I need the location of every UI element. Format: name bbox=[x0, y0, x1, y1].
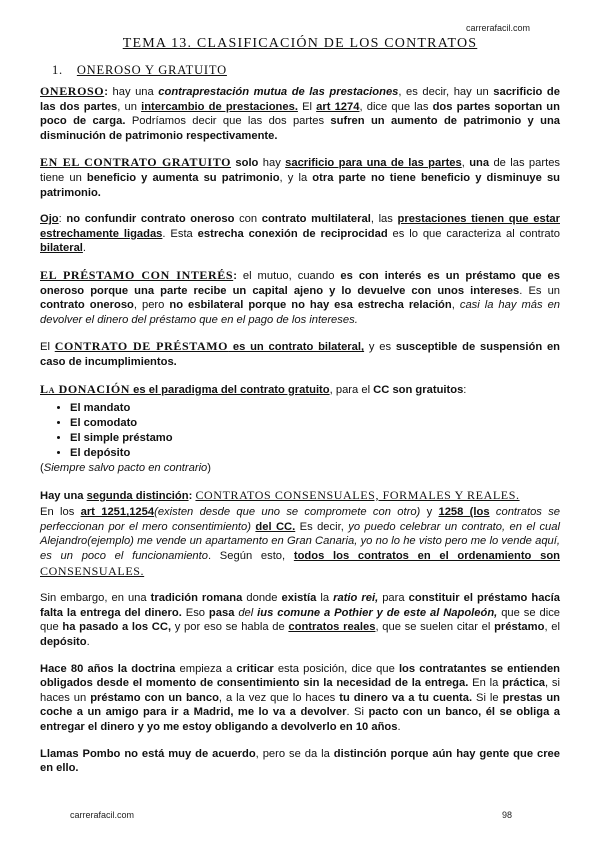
text-fragment: prestaciones tienen que estar estrechamente ligadas bbox=[40, 213, 560, 240]
text-fragment: En la bbox=[468, 677, 503, 690]
document-body bbox=[40, 84, 560, 788]
text-fragment: de las partes tiene un bbox=[40, 157, 561, 184]
term-contrato-prestamo: CONTRATO DE PRÉSTAMO bbox=[54, 339, 229, 354]
text-fragment: , bbox=[451, 299, 460, 312]
text-fragment: , el bbox=[544, 621, 560, 634]
text-fragment: , que se suelen citar el bbox=[375, 621, 495, 634]
text-fragment: : bbox=[233, 269, 237, 282]
text-fragment: yo puedo celebrar un contrato, en el cual Alejandro(ejemplo) me vende un apartamento en Gran Canaria, yo no lo he visto pero me lo vende aquí, es un poco el funcionamiento bbox=[40, 520, 560, 563]
text-fragment: y es bbox=[364, 341, 396, 354]
text-fragment: . bbox=[397, 721, 401, 733]
text-fragment: CC son gratuitos bbox=[373, 383, 464, 396]
term-ojo: Ojo bbox=[40, 213, 59, 226]
text-fragment: contraprestación mutua de las prestaciones bbox=[158, 86, 399, 98]
text-fragment: tradición romana bbox=[150, 592, 243, 605]
text-fragment: ha pasado a los CC, bbox=[62, 621, 172, 634]
text-fragment: empieza a bbox=[175, 662, 237, 675]
text-fragment: hay bbox=[258, 157, 286, 170]
text-fragment: préstamo con un banco bbox=[90, 691, 219, 704]
text-fragment: contratos reales bbox=[288, 621, 376, 634]
text-fragment: que se dice que bbox=[40, 606, 561, 634]
term-oneroso: ONEROSO bbox=[40, 84, 105, 98]
text-fragment: con bbox=[234, 213, 262, 226]
text-fragment: : bbox=[463, 383, 467, 396]
text-fragment: donde bbox=[242, 592, 282, 605]
text-fragment: otra parte no tiene beneficio y disminuye su patrimonio. bbox=[40, 171, 561, 199]
text-fragment: tu dinero va a tu cuenta. bbox=[339, 691, 473, 704]
text-fragment: , si haces un bbox=[40, 677, 561, 704]
text-fragment: casi la hay más en devolver el dinero del préstamo que en el pago de los intereses. bbox=[40, 299, 561, 326]
text-fragment: es el paradigma del contrato gratuito bbox=[130, 383, 330, 396]
header-site-label: carrerafacil.com bbox=[465, 23, 530, 33]
text-fragment: sacrificio de las dos partes bbox=[40, 86, 560, 113]
term-donacion: La DONACIÓN bbox=[40, 381, 131, 396]
text-fragment: , es decir, hay un bbox=[398, 86, 494, 98]
text-fragment: , y la bbox=[279, 171, 313, 184]
text-fragment: , un bbox=[117, 100, 142, 113]
text-fragment: no confundir contrato oneroso bbox=[66, 213, 235, 226]
text-fragment: existía bbox=[281, 592, 317, 605]
text-fragment: Si le bbox=[472, 691, 503, 704]
section-title: ONEROSO Y GRATUITO bbox=[76, 63, 227, 77]
text-fragment: ratio rei, bbox=[333, 592, 379, 605]
text-fragment: dos partes soportan un poco de carga. bbox=[40, 100, 560, 128]
text-fragment: del bbox=[234, 606, 258, 619]
text-fragment: distinción porque aún hay gente que cree en ello. bbox=[40, 747, 560, 775]
text-fragment: esta posición, dice que bbox=[273, 662, 399, 675]
list-item: • El depósito bbox=[70, 446, 560, 461]
text-fragment: susceptible de suspensión en caso de incumplimientos. bbox=[40, 341, 561, 368]
text-fragment: contrato oneroso bbox=[40, 299, 134, 312]
text-fragment: bilateral bbox=[40, 242, 83, 255]
gratuitous-contracts-list bbox=[48, 401, 560, 461]
text-fragment: ) bbox=[207, 462, 212, 475]
text-fragment: . bbox=[82, 242, 87, 255]
text-fragment: beneficio y aumenta su patrimonio bbox=[86, 171, 280, 184]
text-fragment: sufren un aumento de patrimonio y una disminución de patrimonio respectivamente. bbox=[40, 115, 561, 142]
text-fragment: ius comune a Pothier y de este al Napoleón, bbox=[257, 606, 498, 619]
text-fragment: Podríamos decir que las dos partes bbox=[125, 115, 331, 128]
text-fragment: . Es un bbox=[519, 284, 561, 297]
list-item: • El simple préstamo bbox=[70, 431, 560, 446]
text-fragment: los contratantes se entienden obligados desde el momento de consentimiento sin la necesidad de la entrega. bbox=[40, 662, 560, 690]
text-fragment: estrecha conexión de reciprocidad bbox=[197, 227, 388, 240]
list-note bbox=[40, 461, 560, 476]
text-fragment: . Si bbox=[346, 706, 369, 719]
text-fragment: Hace 80 años la doctrina bbox=[40, 662, 176, 675]
paragraph-ojo bbox=[40, 212, 560, 256]
text-fragment: . Esta bbox=[162, 227, 198, 240]
text-fragment: intercambio de prestaciones. bbox=[141, 100, 298, 113]
paragraph-oneroso bbox=[40, 84, 560, 143]
paragraph-doctrina bbox=[40, 662, 560, 735]
text-fragment: : bbox=[58, 213, 67, 226]
text-fragment: y por eso se habla de bbox=[171, 621, 289, 634]
paragraph-consensuales bbox=[40, 505, 560, 579]
paragraph-contrato-prestamo bbox=[40, 339, 560, 369]
text-fragment: En los bbox=[40, 506, 81, 519]
text-fragment: : bbox=[188, 489, 196, 502]
footer-site-label: carrerafacil.com bbox=[70, 810, 135, 820]
text-fragment: hay una bbox=[107, 86, 159, 98]
text-fragment: Hay una bbox=[40, 489, 87, 502]
text-fragment: , para el bbox=[329, 383, 374, 396]
page-title: TEMA 13. CLASIFICACIÓN DE LOS CONTRATOS bbox=[122, 36, 478, 51]
text-fragment: Siempre salvo pacto en contrario bbox=[43, 462, 208, 475]
text-fragment: Es decir, bbox=[295, 520, 349, 533]
text-fragment: 1258 (los bbox=[438, 506, 490, 519]
text-fragment: sacrificio para una de las partes bbox=[285, 157, 462, 170]
list-item: • El mandato bbox=[70, 401, 560, 416]
text-fragment: del CC. bbox=[255, 520, 296, 533]
text-fragment: todos los contratos en el ordenamiento son bbox=[293, 550, 560, 563]
term-consensuales-formales-reales: CONTRATOS CONSENSUALES, FORMALES Y REALES. bbox=[195, 487, 520, 502]
text-fragment: art 1274 bbox=[316, 100, 360, 113]
text-fragment: , las bbox=[370, 213, 398, 226]
paragraph-gratuito bbox=[40, 155, 560, 200]
text-fragment: contrato multilateral bbox=[261, 213, 371, 226]
text-fragment: no esbilateral porque no hay esa estrecha relación bbox=[169, 299, 452, 312]
text-fragment: : bbox=[104, 86, 108, 98]
text-fragment: es con interés es un préstamo que es oneroso porque una parte recibe un capital ajeno y lo devuelve con unos intereses bbox=[40, 269, 560, 297]
text-fragment: El bbox=[297, 100, 317, 113]
text-fragment: segunda distinción bbox=[86, 489, 189, 502]
term-contrato-gratuito: EN EL CONTRATO GRATUITO bbox=[40, 155, 232, 170]
text-fragment: Llamas Pombo no está muy de acuerdo bbox=[40, 747, 256, 760]
text-fragment: . bbox=[86, 636, 90, 649]
paragraph-llamas-pombo bbox=[40, 747, 560, 776]
paragraph-segunda-distincion bbox=[40, 488, 560, 504]
text-fragment: , pero bbox=[133, 299, 170, 312]
text-fragment: El bbox=[40, 341, 55, 354]
text-fragment: , bbox=[461, 157, 470, 170]
text-fragment: práctica bbox=[502, 677, 546, 690]
text-fragment: Eso bbox=[181, 606, 209, 619]
text-fragment: prestas un coche a un amigo para ir a Madrid, me lo va a devolver bbox=[40, 691, 561, 719]
paragraph-tradicion-romana bbox=[40, 591, 560, 649]
text-fragment: , pero se da la bbox=[255, 747, 334, 760]
text-fragment: Sin embargo, en una bbox=[40, 592, 151, 605]
text-fragment: (existen desde que uno se compromete con otro) bbox=[154, 506, 421, 519]
list-item: • El comodato bbox=[70, 416, 560, 431]
paragraph-prestamo-interes bbox=[40, 268, 560, 327]
text-fragment: , dice que las bbox=[359, 100, 433, 113]
text-fragment: una bbox=[469, 157, 490, 170]
text-fragment: art 1251,1254 bbox=[80, 506, 155, 519]
text-fragment: préstamo bbox=[494, 621, 545, 634]
section-number: 1. bbox=[52, 63, 63, 77]
text-fragment: es lo que caracteriza al contrato bbox=[387, 227, 560, 240]
text-fragment: pasa bbox=[208, 606, 235, 619]
text-fragment: pacto con un banco, él se obliga a entregar el dinero y yo me estoy obligando a devolverlo en 10 años bbox=[40, 706, 560, 733]
text-fragment: ( bbox=[40, 462, 44, 475]
page-number: 98 bbox=[501, 810, 512, 820]
text-fragment: y bbox=[420, 506, 439, 519]
text-fragment: criticar bbox=[236, 662, 274, 675]
text-fragment: contratos se perfeccionan por el mero consentimiento) bbox=[40, 506, 561, 533]
text-fragment: es un contrato bilateral, bbox=[228, 341, 365, 354]
text-fragment: depósito bbox=[40, 636, 87, 649]
text-fragment: solo bbox=[231, 157, 259, 170]
term-prestamo-interes: EL PRÉSTAMO CON INTERÉS bbox=[40, 267, 234, 282]
text-fragment: . Según esto, bbox=[207, 550, 294, 563]
text-fragment: la bbox=[316, 592, 334, 605]
term-consensuales: CONSENSUALES. bbox=[40, 563, 145, 578]
paragraph-donacion bbox=[40, 382, 560, 398]
text-fragment: para bbox=[378, 592, 409, 605]
text-fragment: , a la vez que lo haces bbox=[218, 691, 340, 704]
text-fragment: el mutuo, cuando bbox=[236, 269, 341, 282]
section-heading bbox=[52, 63, 227, 78]
text-fragment: constituir el préstamo hacía falta la entrega del dinero. bbox=[40, 592, 560, 619]
